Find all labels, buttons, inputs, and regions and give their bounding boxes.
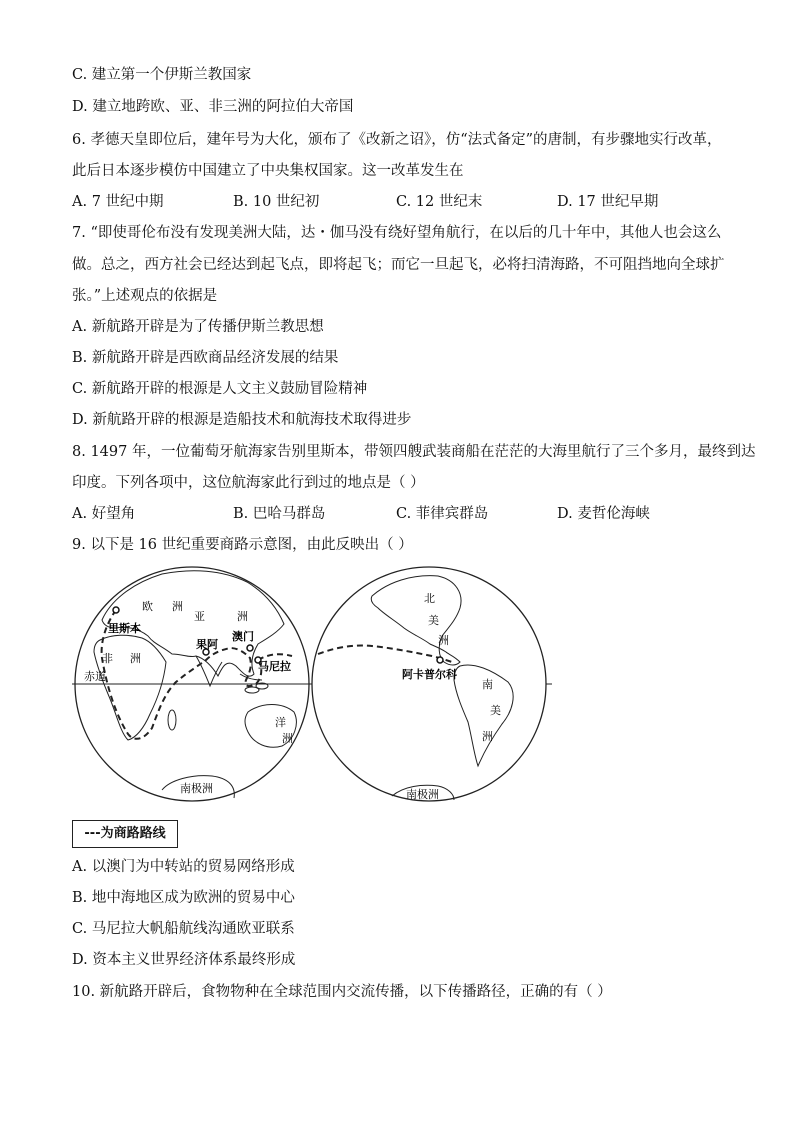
label-na-1: 北: [424, 592, 435, 605]
label-manila: 马尼拉: [258, 660, 291, 673]
q6-option-d: D. 17 世纪早期: [557, 194, 659, 210]
label-equator: 赤道: [84, 670, 106, 683]
q8-stem-line-2: 印度。下列各项中，这位航海家此行到过的地点是（ ）: [72, 475, 425, 491]
label-antarctica-left: 南极洲: [180, 782, 213, 795]
label-europe-1: 欧: [142, 600, 153, 613]
label-na-3: 洲: [438, 634, 449, 647]
label-antarctica-right: 南极洲: [406, 788, 439, 801]
q7-option-b: B. 新航路开辟是西欧商品经济发展的结果: [72, 350, 339, 366]
label-sa-1: 南: [482, 678, 493, 691]
label-sa-3: 洲: [482, 730, 493, 743]
q9-option-d: D. 资本主义世界经济体系最终形成: [72, 952, 296, 968]
q9-option-a: A. 以澳门为中转站的贸易网络形成: [72, 859, 295, 875]
q7-option-a: A. 新航路开辟是为了传播伊斯兰教思想: [72, 319, 324, 335]
label-oceania-1: 洋: [275, 716, 286, 729]
q7-option-d: D. 新航路开辟的根源是造船技术和航海技术取得进步: [72, 412, 412, 428]
q7-stem-line-3: 张。”上述观点的依据是: [72, 288, 218, 304]
option-c-prev: C. 建立第一个伊斯兰教国家: [72, 67, 252, 83]
western-hemisphere: [312, 567, 546, 801]
map-legend: ---为商路路线: [72, 820, 178, 848]
q7-stem-line-1: 7. “即使哥伦布没有发现美洲大陆，达・伽马没有绕好望角航行，在以后的几十年中，其他人也会这么: [72, 225, 722, 241]
label-sa-2: 美: [490, 704, 501, 717]
option-d-prev: D. 建立地跨欧、亚、非三洲的阿拉伯大帝国: [72, 99, 354, 115]
q8-option-a: A. 好望角: [72, 506, 136, 522]
label-acapulco: 阿卡普尔科: [402, 668, 457, 681]
q8-stem-line-1: 8. 1497 年，一位葡萄牙航海家告别里斯本，带领四艘武装商船在茫茫的大海里航行了三个多月，最终到达: [72, 444, 756, 460]
q6-option-b: B. 10 世纪初: [233, 194, 320, 210]
q8-option-c: C. 菲律宾群岛: [396, 506, 489, 522]
q9-stem: 9. 以下是 16 世纪重要商路示意图，由此反映出（ ）: [72, 537, 413, 553]
q6-option-a: A. 7 世纪中期: [72, 194, 164, 210]
label-oceania-2: 洲: [282, 732, 293, 745]
q8-option-d: D. 麦哲伦海峡: [557, 506, 650, 522]
trade-route-map: [72, 562, 552, 807]
q9-option-b: B. 地中海地区成为欧洲的贸易中心: [72, 890, 295, 906]
label-africa-1: 非: [102, 652, 113, 665]
label-lisbon: 里斯本: [108, 622, 141, 635]
label-macau: 澳门: [232, 630, 254, 643]
q10-stem: 10. 新航路开辟后，食物物种在全球范围内交流传播，以下传播路径，正确的有（ ）: [72, 984, 612, 1000]
q6-option-c: C. 12 世纪末: [396, 194, 483, 210]
label-europe-2: 洲: [172, 600, 183, 613]
label-asia-2: 洲: [237, 610, 248, 623]
label-africa-2: 洲: [130, 652, 141, 665]
q8-option-b: B. 巴哈马群岛: [233, 506, 326, 522]
q6-stem-line-2: 此后日本逐步模仿中国建立了中央集权国家。这一改革发生在: [72, 163, 464, 179]
label-asia-1: 亚: [194, 610, 205, 623]
q7-option-c: C. 新航路开辟的根源是人文主义鼓励冒险精神: [72, 381, 368, 397]
q7-stem-line-2: 做。总之，西方社会已经达到起飞点，即将起飞；而它一旦起飞，必将扫清海路，不可阻挡地向全球扩: [72, 257, 725, 273]
q9-option-c: C. 马尼拉大帆船航线沟通欧亚联系: [72, 921, 295, 937]
label-goa: 果阿: [196, 638, 218, 651]
label-na-2: 美: [428, 614, 439, 627]
q6-stem-line-1: 6. 孝德天皇即位后，建年号为大化，颁布了《改新之诏》，仿“法式备定”的唐制，有步骤地实行改革，: [72, 132, 722, 148]
